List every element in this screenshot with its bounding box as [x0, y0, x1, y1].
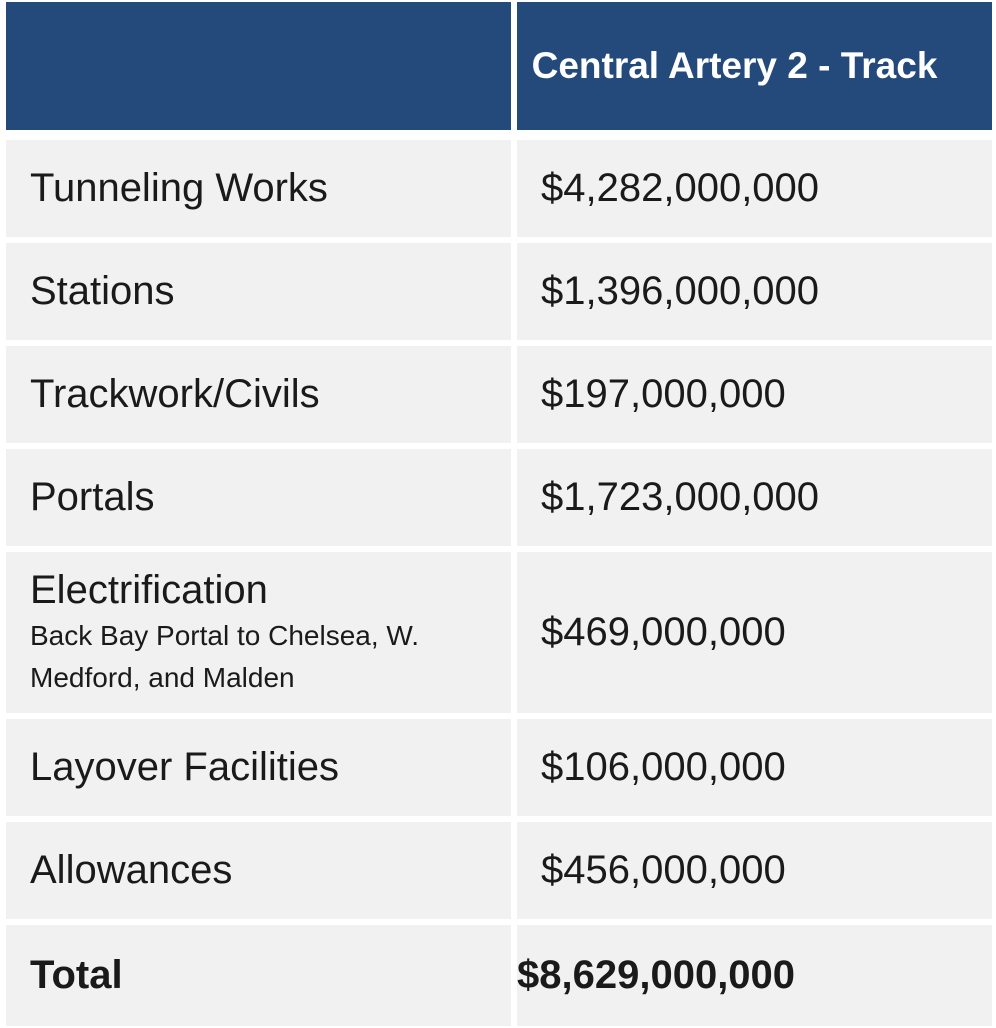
- table-row-label: [6, 346, 511, 443]
- row-value-trackwork-civils: $197,000,000: [541, 372, 786, 416]
- electrification-label-stack: [30, 567, 511, 699]
- row-label-trackwork-civils: Trackwork/Civils: [30, 372, 320, 416]
- row-label-layover-facilities: Layover Facilities: [30, 745, 340, 789]
- row-value-electrification: $469,000,000: [541, 610, 786, 654]
- table-row-value: [517, 822, 992, 919]
- table-row-label: [6, 719, 511, 816]
- header-label-cell: [6, 2, 511, 130]
- row-value-stations: $1,396,000,000: [541, 269, 820, 313]
- row-value-allowances: $456,000,000: [541, 848, 786, 892]
- row-sublabel-electrification: Back Bay Portal to Chelsea, W. Medford, and Malden: [30, 619, 420, 693]
- row-label-stations: Stations: [30, 269, 175, 313]
- table-row-label: [6, 822, 511, 919]
- row-label-electrification: Electrification: [30, 567, 268, 612]
- table-row-label: [6, 552, 511, 713]
- table-row-label: [6, 243, 511, 340]
- total-value: $8,629,000,000: [517, 953, 796, 997]
- row-label-allowances: Allowances: [30, 848, 233, 892]
- table-row-label: [6, 140, 511, 237]
- total-label: Total: [30, 953, 123, 997]
- header-value-cell: [517, 2, 992, 130]
- total-row-value: [517, 925, 992, 1026]
- row-value-portals: $1,723,000,000: [541, 475, 820, 519]
- table-row-value: [517, 243, 992, 340]
- table-row-label: [6, 449, 511, 546]
- table-row-value: [517, 449, 992, 546]
- table-row-value: [517, 140, 992, 237]
- row-label-portals: Portals: [30, 475, 155, 519]
- table-row-value: [517, 346, 992, 443]
- table-row-value: [517, 552, 992, 713]
- column-header-title: Central Artery 2 - Track: [531, 45, 938, 86]
- row-value-tunneling-works: $4,282,000,000: [541, 166, 820, 210]
- table-row-value: [517, 719, 992, 816]
- row-value-layover-facilities: $106,000,000: [541, 745, 786, 789]
- total-row-label: [6, 925, 511, 1026]
- row-label-tunneling-works: Tunneling Works: [30, 166, 328, 210]
